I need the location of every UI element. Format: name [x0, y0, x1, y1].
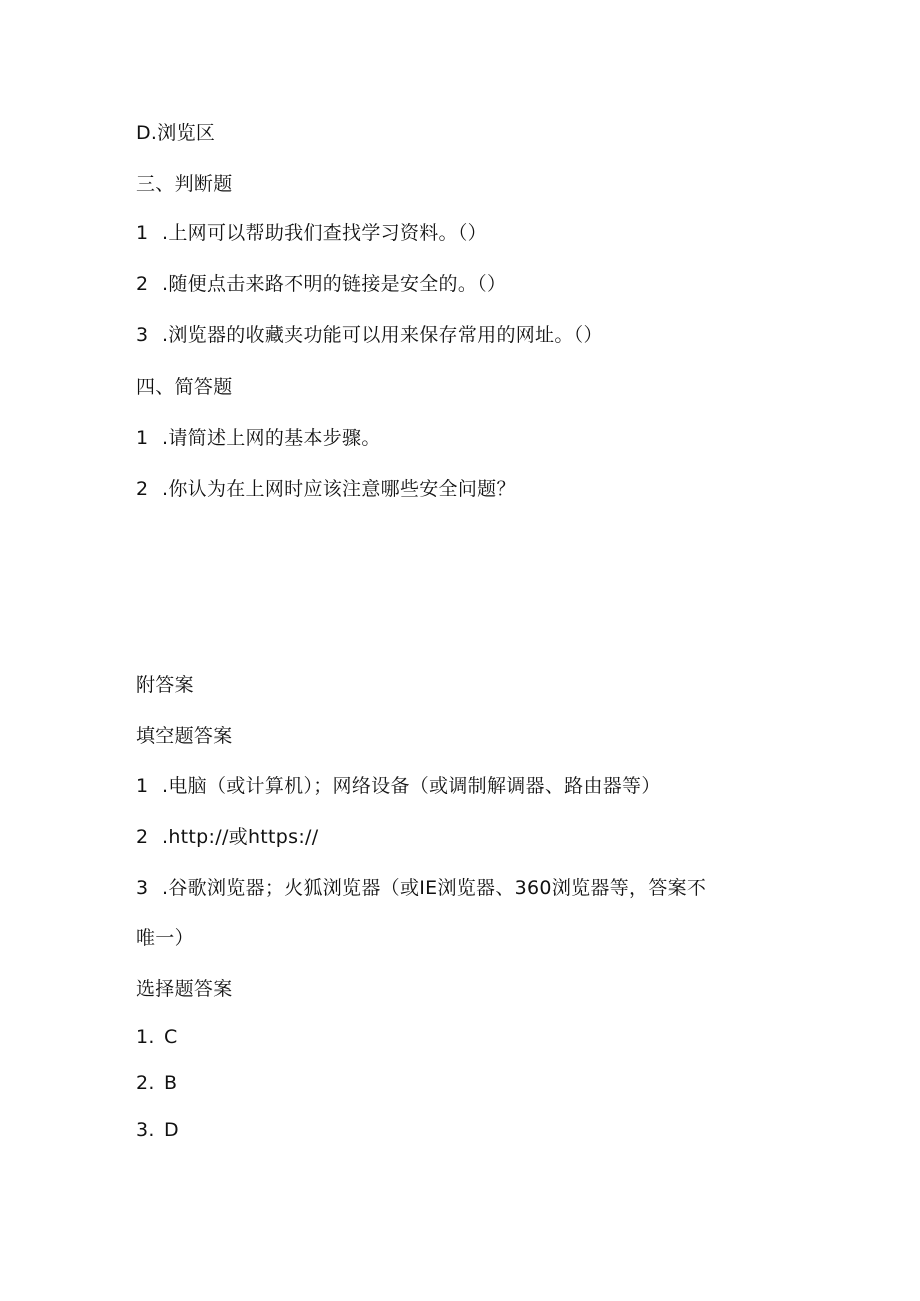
- question-number: 1: [136, 222, 149, 244]
- answer-text: .电脑（或计算机）；网络设备（或调制解调器、路由器等）: [162, 775, 661, 797]
- question-text: .上网可以帮助我们查找学习资料。（）: [162, 222, 487, 244]
- answer-number: 2.: [136, 1072, 155, 1094]
- question-number: 2: [136, 478, 149, 500]
- answer-number: 3.: [136, 1119, 155, 1141]
- choice-answer-3: [136, 1117, 179, 1143]
- choice-answers-heading: 选择题答案: [136, 978, 233, 1000]
- answer-text: .http://或https://: [162, 826, 319, 848]
- answer-text: .谷歌浏览器；火狐浏览器（或IE浏览器、360浏览器等，答案不: [162, 877, 707, 899]
- short-question-2: [136, 476, 516, 502]
- judge-question-2: [136, 271, 506, 297]
- fill-answer-3: [136, 875, 706, 901]
- question-text: .浏览器的收藏夹功能可以用来保存常用的网址。（）: [162, 324, 603, 346]
- question-number: 3: [136, 324, 149, 346]
- choice-answer-2: [136, 1070, 177, 1096]
- answer-text: D: [164, 1119, 179, 1141]
- question-number: 1: [136, 427, 149, 449]
- section-heading-short: 四、简答题: [136, 376, 233, 398]
- answer-number: 3: [136, 877, 149, 899]
- answers-heading: 附答案: [136, 674, 194, 696]
- fill-answers-heading: 填空题答案: [136, 725, 233, 747]
- section-heading-judge: 三、判断题: [136, 173, 233, 195]
- question-text: .你认为在上网时应该注意哪些安全问题？: [162, 478, 516, 500]
- question-number: 2: [136, 273, 149, 295]
- answer-number: 2: [136, 826, 149, 848]
- fill-answer-1: [136, 773, 661, 799]
- question-text: .随便点击来路不明的链接是安全的。（）: [162, 273, 507, 295]
- judge-question-1: [136, 220, 487, 246]
- question-text: .请简述上网的基本步骤。: [162, 427, 381, 449]
- fill-answer-2: [136, 824, 318, 850]
- answer-text: B: [164, 1072, 178, 1094]
- short-question-1: [136, 425, 381, 451]
- judge-question-3: [136, 322, 603, 348]
- option-d: D.浏览区: [136, 122, 216, 144]
- choice-answer-1: [136, 1024, 178, 1050]
- answer-number: 1: [136, 775, 149, 797]
- fill-answer-3-continued: 唯一）: [136, 927, 194, 949]
- answer-text: C: [164, 1026, 178, 1048]
- answer-number: 1.: [136, 1026, 155, 1048]
